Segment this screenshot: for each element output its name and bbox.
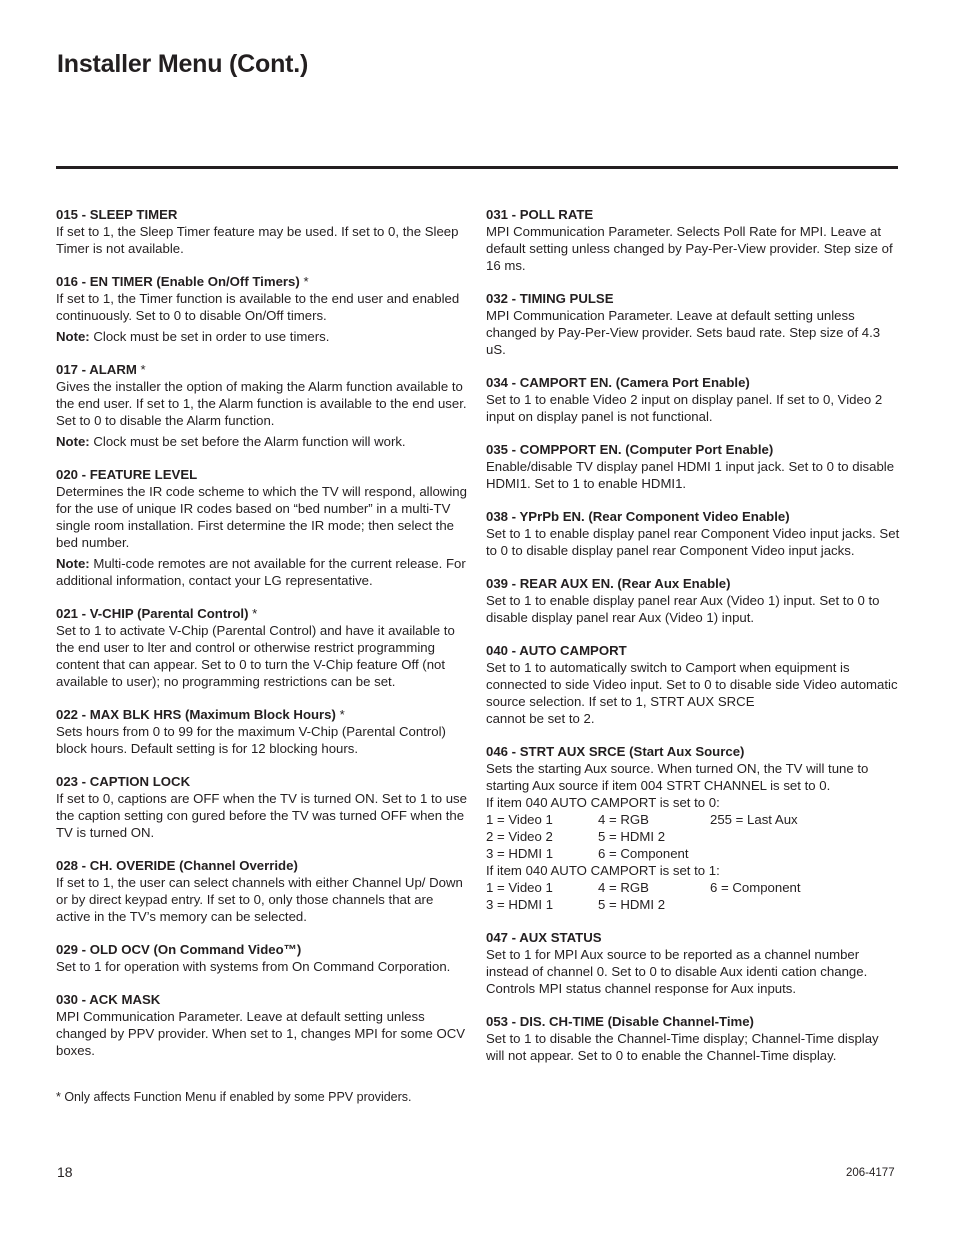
section-heading: 035 - COMPPORT EN. (Computer Port Enable) [486,442,774,457]
aux-condition-0: If item 040 AUTO CAMPORT is set to 0: [486,795,720,810]
section-heading: 040 - AUTO CAMPORT [486,643,627,658]
section-heading: 020 - FEATURE LEVEL [56,467,198,482]
section-heading: 028 - CH. OVERIDE (Channel Override) [56,858,298,873]
section-022 [56,706,470,757]
section-body: If set to 1, the user can select channels with either Channel Up/ Down or by direct keypad entry. If set to 0, only those channels that are active in the TV’s memory can be selected. [56,875,463,924]
section-body: Gives the installer the option of making the Alarm function available to the end user. If set to 1, the Alarm function is available to the end user. Set to 0 to disable the Alarm function. [56,379,467,428]
document-number: 206-4177 [846,1167,895,1179]
aux-condition-1: If item 040 AUTO CAMPORT is set to 1: [486,863,720,878]
section-053 [486,1013,900,1064]
section-body: Sets the starting Aux source. When turned ON, the TV will tune to starting Aux source if item 004 STRT CHANNEL is set to 0. [486,761,869,793]
section-047 [486,929,900,997]
section-015 [56,206,470,257]
left-column [56,206,470,1075]
aux-source-grid-1 [486,879,900,913]
section-020 [56,466,470,589]
section-heading: 030 - ACK MASK [56,992,161,1007]
aux-source-item: 1 = Video 1 [486,880,553,895]
section-heading: 016 - EN TIMER (Enable On/Off Timers) * [56,274,309,289]
aux-source-item: 3 = HDMI 1 [486,897,554,912]
section-body: MPI Communication Parameter. Selects Poll Rate for MPI. Leave at default setting unless changed by Pay-Per-View provider. Step size of 16 ms. [486,224,893,273]
section-body: If set to 1, the Sleep Timer feature may be used. If set to 0, the Sleep Timer is not available. [56,224,459,256]
aux-source-item: 5 = HDMI 2 [598,829,666,844]
section-body: Set to 1 to enable display panel rear Component Video input jacks. Set to 0 to disable display panel rear Component Video input jacks. [486,526,900,558]
section-heading: 031 - POLL RATE [486,207,594,222]
section-note: Note: Multi-code remotes are not available for the current release. For additional information, contact your LG representative. [56,556,466,588]
section-heading: 039 - REAR AUX EN. (Rear Aux Enable) [486,576,731,591]
section-heading: 023 - CAPTION LOCK [56,774,191,789]
section-heading: 053 - DIS. CH-TIME (Disable Channel-Time) [486,1014,754,1029]
aux-source-item [710,845,822,862]
aux-source-item: 6 = Component [598,846,689,861]
section-body-continued: cannot be set to 2. [486,711,595,726]
section-heading: 038 - YPrPb EN. (Rear Component Video Enable) [486,509,790,524]
section-heading: 015 - SLEEP TIMER [56,207,178,222]
section-heading: 021 - V-CHIP (Parental Control) * [56,606,258,621]
section-017 [56,361,470,450]
section-028 [56,857,470,925]
section-body: Set to 1 to activate V-Chip (Parental Control) and have it available to the end user to lter and control or otherwise restrict programming content that can appear. Set to 0 to turn the V-Chip feature Off (not available to user); no programming restrictions can be set. [56,623,455,689]
section-heading: 034 - CAMPORT EN. (Camera Port Enable) [486,375,750,390]
section-note: Note: Clock must be set in order to use timers. [56,329,330,344]
section-body: If set to 1, the Timer function is available to the end user and enabled continuously. Set to 0 to disable On/Off timers. [56,291,460,323]
footnote: * Only affects Function Menu if enabled by some PPV providers. [56,1090,412,1104]
aux-source-item: 3 = HDMI 1 [486,846,554,861]
title-divider [56,166,898,169]
section-039 [486,575,900,626]
section-body: MPI Communication Parameter. Leave at default setting unless changed by Pay-Per-View provider. Sets baud rate. Step size of 4.3 uS. [486,308,881,357]
section-note: Note: Clock must be set before the Alarm function will work. [56,434,406,449]
section-body: Determines the IR code scheme to which the TV will respond, allowing for the use of unique IR codes based on “bed number” in a multi-TV single room installation. First determine the IR mode; then select the bed number. [56,484,467,550]
section-heading: 047 - AUX STATUS [486,930,602,945]
section-heading: 029 - OLD OCV (On Command Video™) [56,942,302,957]
aux-source-item: 2 = Video 2 [486,829,553,844]
section-body: Set to 1 for MPI Aux source to be reported as a channel number instead of channel 0. Set to 0 to disable Aux identi cation change. Controls MPI status channel response for Aux inputs. [486,947,868,996]
section-023 [56,773,470,841]
section-046 [486,743,900,913]
section-body: If set to 0, captions are OFF when the TV is turned ON. Set to 1 to use the caption setting con gured before the TV was turned OFF when the TV is turned ON. [56,791,467,840]
section-040 [486,642,900,727]
section-029 [56,941,470,975]
right-column [486,206,900,1080]
section-032 [486,290,900,358]
aux-source-grid-0 [486,811,900,862]
section-body: Set to 1 for operation with systems from On Command Corporation. [56,959,451,974]
section-034 [486,374,900,425]
aux-source-item [710,896,822,913]
section-body: Sets hours from 0 to 99 for the maximum V-Chip (Parental Control) block hours. Default setting is for 12 blocking hours. [56,724,446,756]
aux-source-item: 6 = Component [710,880,801,895]
aux-source-item: 5 = HDMI 2 [598,897,666,912]
section-body: Set to 1 to disable the Channel-Time display; Channel-Time display will not appear. Set to 0 to enable the Channel-Time display. [486,1031,879,1063]
section-heading: 046 - STRT AUX SRCE (Start Aux Source) [486,744,745,759]
section-body: MPI Communication Parameter. Leave at default setting unless changed by PPV provider. When set to 1, changes MPI for some OCV boxes. [56,1009,466,1058]
aux-source-item: 4 = RGB [598,812,649,827]
section-016 [56,273,470,345]
page-title: Installer Menu (Cont.) [57,50,309,78]
section-035 [486,441,900,492]
section-heading: 022 - MAX BLK HRS (Maximum Block Hours) * [56,707,345,722]
section-body: Set to 1 to enable display panel rear Aux (Video 1) input. Set to 0 to disable display panel rear Aux (Video 1) input. [486,593,880,625]
page-number: 18 [57,1164,73,1180]
section-038 [486,508,900,559]
aux-source-item: 255 = Last Aux [710,812,798,827]
aux-source-item [710,828,822,845]
aux-source-item: 4 = RGB [598,880,649,895]
section-heading: 032 - TIMING PULSE [486,291,614,306]
section-031 [486,206,900,274]
section-heading: 017 - ALARM * [56,362,146,377]
aux-source-item: 1 = Video 1 [486,812,553,827]
section-body: Set to 1 to automatically switch to Camport when equipment is connected to side Video input. Set to 0 to disable side Video automatic source selection. If set to 1, STRT AUX SRCE [486,660,898,709]
section-030 [56,991,470,1059]
section-021 [56,605,470,690]
section-body: Enable/disable TV display panel HDMI 1 input jack. Set to 0 to disable HDMI1. Set to 1 to enable HDMI1. [486,459,895,491]
section-body: Set to 1 to enable Video 2 input on display panel. If set to 0, Video 2 input on display panel is not functional. [486,392,883,424]
